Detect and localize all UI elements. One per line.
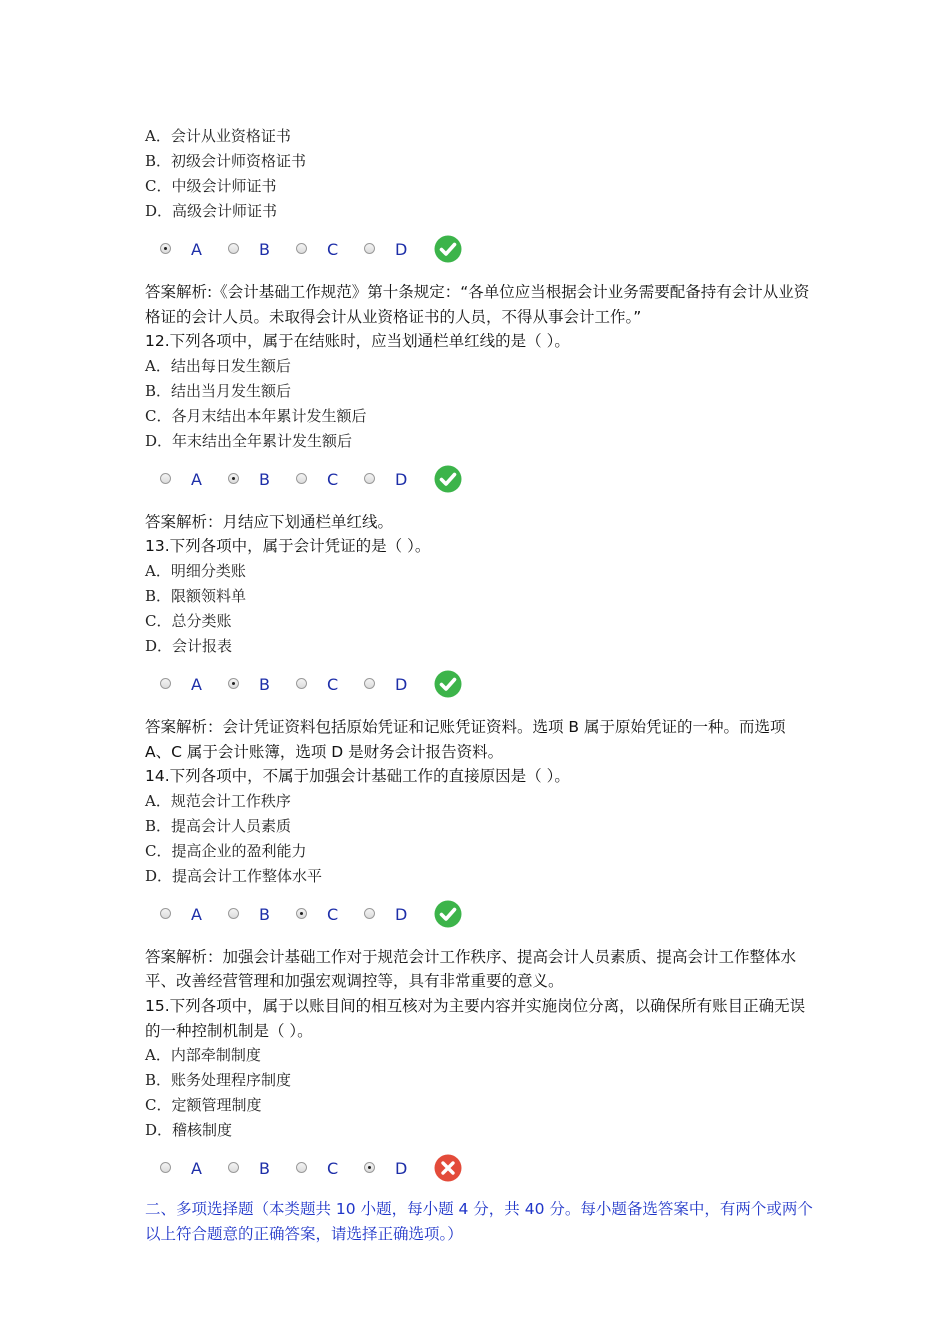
option-a: A．会计从业资格证书	[145, 127, 291, 145]
question-12	[145, 329, 813, 534]
choice-label: A	[191, 904, 202, 924]
option-c: C．总分类账	[145, 611, 232, 630]
radio-button-c[interactable]	[296, 908, 307, 919]
choice-label: C	[327, 240, 339, 259]
choice-label: C	[327, 674, 339, 694]
answer-explanation: 答案解析:《会计基础工作规范》第十条规定：“各单位应当根据会计业务需要配备持有会计从业资格证的会计人员。未取得会计从业资格证书的人员，不得从事会计工作。”	[145, 283, 810, 326]
option-d: D．稽核制度	[145, 1121, 233, 1140]
choice-label: B	[259, 1159, 270, 1179]
answer-choices	[145, 889, 813, 943]
question-text: 12.下列各项中，属于在结账时，应当划通栏单红线的是（ ）。	[145, 332, 570, 351]
question-text: 13.下列各项中，属于会计凭证的是（ ）。	[145, 537, 431, 556]
answer-explanation: 答案解析：月结应下划通栏单红线。	[145, 512, 394, 531]
radio-button-a[interactable]	[160, 1162, 171, 1173]
option-b: B．初级会计师资格证书	[145, 152, 307, 170]
answer-explanation: 答案解析：会计凭证资料包括原始凭证和记账凭证资料。选项 B 属于原始凭证的一种。而选项 A、C 属于会计账簿，选项 D 是财务会计报告资料。	[145, 717, 786, 761]
radio-button-b[interactable]	[228, 473, 239, 484]
option-c: C．各月末结出本年累计发生额后	[145, 406, 367, 425]
answer-choices	[145, 454, 813, 508]
choice-label: A	[191, 469, 202, 489]
option-a: A．规范会计工作秩序	[145, 791, 291, 810]
radio-button-d[interactable]	[364, 1162, 375, 1173]
option-a: A．结出每日发生额后	[145, 356, 291, 375]
radio-button-b[interactable]	[228, 908, 239, 919]
option-a: A．明细分类账	[145, 561, 246, 580]
question-text: 15.下列各项中，属于以账目间的相互核对为主要内容并实施岗位分离，以确保所有账目正确无误的一种控制机制是（ ）。	[145, 996, 806, 1040]
check-icon	[434, 670, 462, 698]
answer-choices	[145, 1143, 813, 1197]
choice-label: C	[327, 469, 339, 489]
option-c: C．定额管理制度	[145, 1096, 262, 1115]
choice-label: A	[191, 1159, 202, 1179]
choice-label: B	[259, 469, 270, 489]
choice-label: B	[259, 240, 270, 259]
radio-button-d[interactable]	[364, 908, 375, 919]
option-d: D．高级会计师证书	[145, 202, 278, 220]
option-c: C．提高企业的盈利能力	[145, 841, 307, 860]
option-c: C．中级会计师证书	[145, 177, 277, 195]
question-13	[145, 534, 813, 764]
answer-choices	[145, 659, 813, 713]
radio-button-c[interactable]	[296, 1162, 307, 1173]
radio-button-d[interactable]	[364, 243, 375, 254]
answer-explanation: 答案解析：加强会计基础工作对于规范会计工作秩序、提高会计人员素质、提高会计工作整体水平、改善经营管理和加强宏观调控等，具有非常重要的意义。	[145, 947, 797, 991]
radio-button-a[interactable]	[160, 473, 171, 484]
radio-button-c[interactable]	[296, 243, 307, 254]
option-d: D．年末结出全年累计发生额后	[145, 431, 353, 450]
radio-button-d[interactable]	[364, 473, 375, 484]
choice-label: D	[395, 674, 408, 694]
choice-label: A	[191, 240, 202, 259]
option-b: B．结出当月发生额后	[145, 381, 292, 400]
option-b: B．账务处理程序制度	[145, 1071, 292, 1090]
question-text: 14.下列各项中，不属于加强会计基础工作的直接原因是（ ）。	[145, 767, 570, 786]
question-15	[145, 994, 813, 1197]
radio-button-d[interactable]	[364, 678, 375, 689]
choice-label: D	[395, 904, 408, 924]
option-d: D．会计报表	[145, 636, 233, 655]
radio-button-c[interactable]	[296, 678, 307, 689]
choice-label: A	[191, 674, 202, 694]
answer-choices	[145, 224, 813, 278]
choice-label: B	[259, 674, 270, 694]
radio-button-b[interactable]	[228, 1162, 239, 1173]
section-heading: 二、多项选择题（本类题共 10 小题，每小题 4 分，共 40 分。每小题备选答案中，有两个或两个以上符合题意的正确答案，请选择正确选项。）	[145, 1200, 813, 1243]
question-14	[145, 764, 813, 994]
radio-button-a[interactable]	[160, 908, 171, 919]
option-b: B．限额领料单	[145, 586, 247, 605]
check-icon	[434, 465, 462, 493]
exam-page	[145, 124, 813, 1246]
question-11	[145, 124, 813, 329]
choice-label: D	[395, 469, 408, 489]
radio-button-a[interactable]	[160, 678, 171, 689]
choice-label: C	[327, 904, 339, 924]
choice-label: B	[259, 904, 270, 924]
choice-label: C	[327, 1159, 339, 1179]
radio-button-b[interactable]	[228, 243, 239, 254]
radio-button-a[interactable]	[160, 243, 171, 254]
radio-button-b[interactable]	[228, 678, 239, 689]
option-d: D．提高会计工作整体水平	[145, 866, 323, 885]
check-icon	[434, 235, 462, 263]
choice-label: D	[395, 1159, 408, 1179]
option-b: B．提高会计人员素质	[145, 816, 292, 835]
check-icon	[434, 900, 462, 928]
radio-button-c[interactable]	[296, 473, 307, 484]
choice-label: D	[395, 240, 408, 259]
option-a: A．内部牵制制度	[145, 1046, 261, 1065]
cross-icon	[434, 1154, 462, 1182]
